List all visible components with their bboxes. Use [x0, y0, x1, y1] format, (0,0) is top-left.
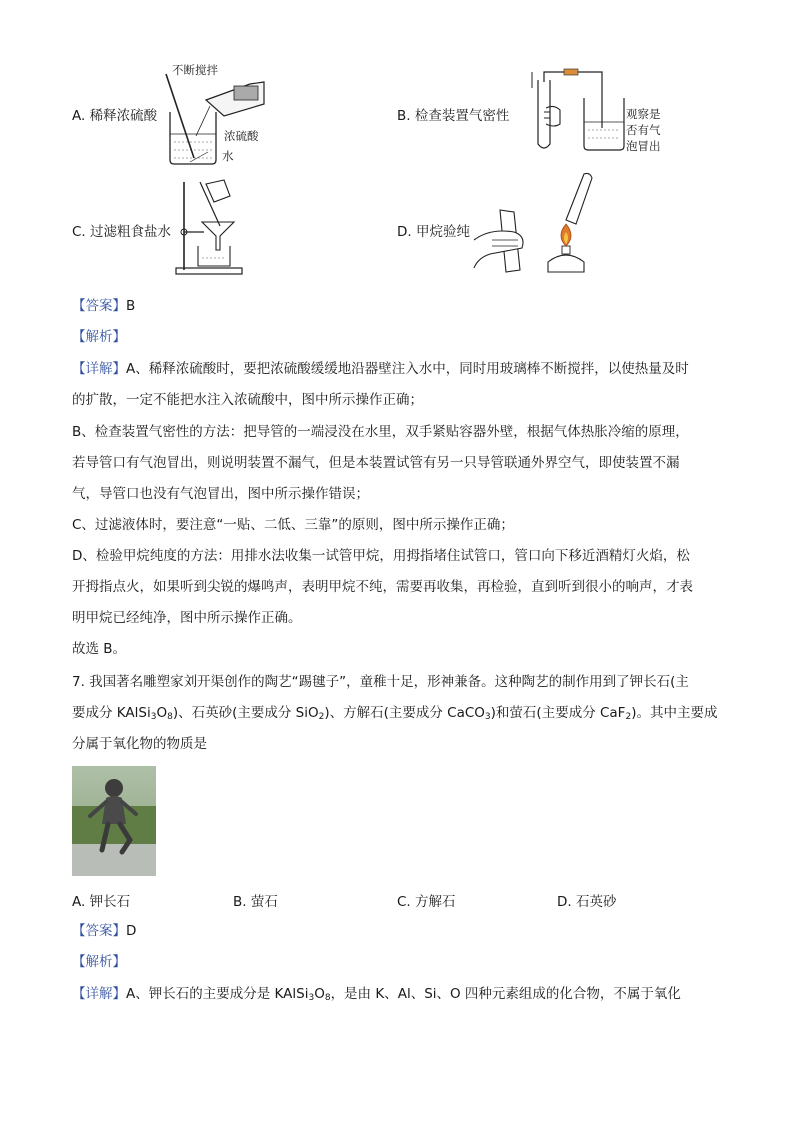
detail-1-line-7: D、检验甲烷纯度的方法：用排水法收集一试管甲烷，用拇指堵住试管口，管口向下移近酒精灯火焰，松	[72, 548, 690, 564]
observe-label-1: 观察是	[626, 107, 661, 121]
detail-1-line-2: 的扩散，一定不能把水注入浓硫酸中，图中所示操作正确；	[72, 392, 423, 408]
detail-1-line-5: 气，导管口也没有气泡冒出，图中所示操作错误；	[72, 486, 369, 502]
detail-1-conclusion: 故选 B。	[72, 641, 127, 657]
answer-1-tag: 【答案】	[72, 298, 126, 314]
water-label: 水	[222, 149, 234, 163]
option-a-label: A. 稀释浓硫酸	[72, 108, 158, 124]
detail-1-line-1	[72, 359, 689, 379]
question-7-line-3: 分属于氧化物的物质是	[72, 736, 207, 752]
detail-1-line-9: 明甲烷已经纯净，图中所示操作正确。	[72, 610, 302, 626]
answer-2-tag: 【答案】	[72, 923, 126, 939]
detail-1-line-3: B、检查装置气密性的方法：把导管的一端浸没在水里，双手紧贴容器外壁，根据气体热胀冷缩的原理，	[72, 424, 689, 440]
detail-1-line-8: 开拇指点火，如果听到尖锐的爆鸣声，表明甲烷不纯，需要再收集，再检验，直到听到很小的响声，才表	[72, 579, 693, 595]
option-c-label: C. 过滤粗食盐水	[72, 224, 172, 240]
detail-1-line-4: 若导管口有气泡冒出，则说明装置不漏气，但是本装置试管有另一只导管联通外界空气，即使装置不漏	[72, 455, 680, 471]
answer-2-value: D	[126, 923, 137, 939]
detail-1-text-1: A、稀释浓硫酸时，要把浓硫酸缓缓地沿器壁注入水中，同时用玻璃棒不断搅拌，以使热量及时	[126, 361, 689, 377]
q7-option-d: D. 石英砂	[557, 894, 617, 910]
analysis-2-tag: 【解析】	[72, 954, 126, 970]
acid-label: 浓硫酸	[224, 129, 259, 143]
answer-2	[72, 921, 136, 941]
analysis-1	[72, 327, 126, 347]
option-d-label: D. 甲烷验纯	[397, 224, 470, 240]
filtration-figure	[176, 178, 248, 276]
detail-1-tag: 【详解】	[72, 361, 126, 377]
option-b-label: B. 检查装置气密性	[397, 108, 510, 124]
q7-option-b: B. 萤石	[233, 894, 278, 910]
question-7-line-1: 7. 我国著名雕塑家刘开渠创作的陶艺“踢毽子”，童稚十足，形神兼备。这种陶艺的制作用到了钾长石(主	[72, 674, 689, 690]
answer-1	[72, 296, 135, 316]
airtightness-figure	[520, 68, 630, 158]
observe-label-2: 否有气	[626, 123, 661, 137]
analysis-1-tag: 【解析】	[72, 329, 126, 345]
analysis-2	[72, 952, 126, 972]
stir-label: 不断搅拌	[172, 63, 218, 77]
detail-1-line-6: C、过滤液体时，要注意“一贴、二低、三靠”的原则，图中所示操作正确；	[72, 517, 514, 533]
q7-option-a: A. 钾长石	[72, 894, 131, 910]
answer-1-value: B	[126, 298, 136, 314]
detail-2-tag: 【详解】	[72, 986, 126, 1002]
methane-purity-figure	[470, 170, 610, 282]
sculpture-photo	[72, 766, 156, 876]
question-7-line-2: 要成分 $KAlSi_3O_8$)、石英砂(主要成分 SiO$_2$)、方解石(主要成分 CaCO$_3$)和萤石(主要成分 CaF$_2$)。其中主要成	[72, 705, 718, 722]
observe-label-3: 泡冒出	[626, 139, 661, 153]
detail-2-line-1: 【详解】A、钾长石的主要成分是 $KAlSi_3O_8$，是由 K、Al、Si、O 四种元素组成的化合物，不属于氧化	[72, 986, 681, 1003]
q7-option-c: C. 方解石	[397, 894, 456, 910]
